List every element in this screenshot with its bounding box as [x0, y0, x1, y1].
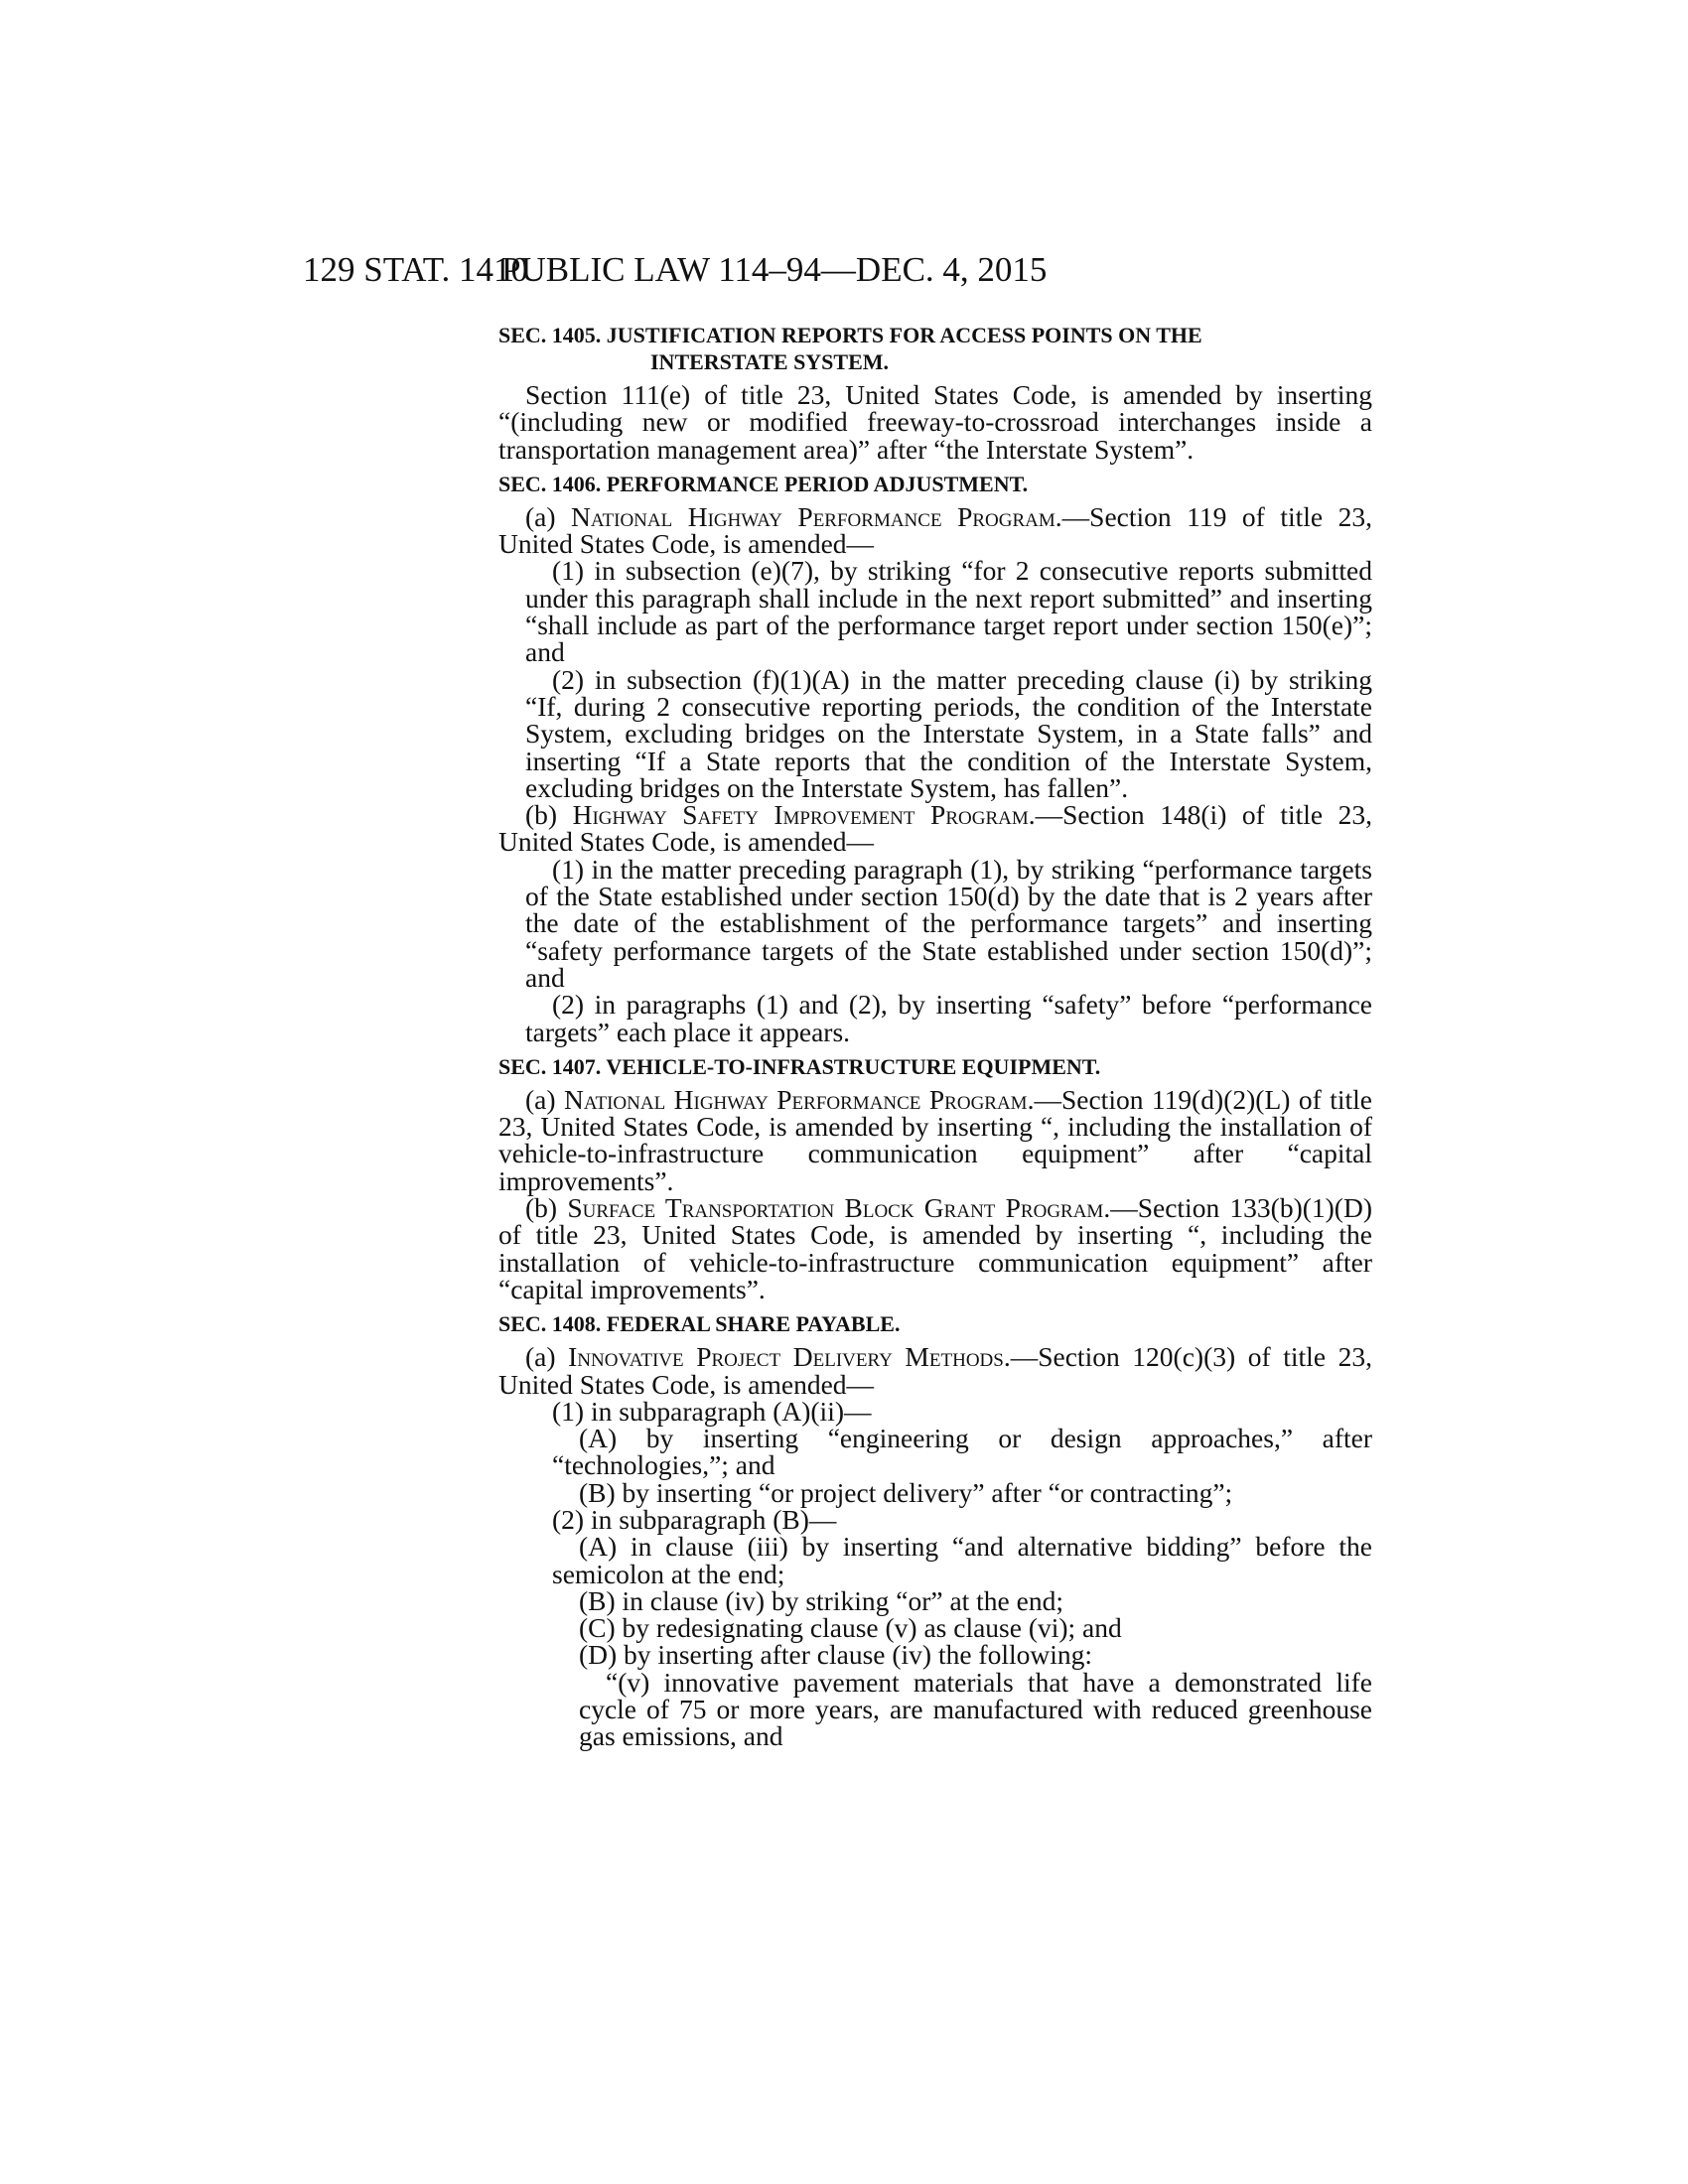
subparagraph-item: (B) in clause (iv) by striking “or” at the end; [579, 1584, 1063, 1616]
section-title-continued: INTERSTATE SYSTEM. [650, 349, 890, 374]
subsection-caption: Innovative Project Delivery Methods. [568, 1341, 1011, 1373]
public-law-citation: PUBLIC LAW 114–94—DEC. 4, 2015 [501, 250, 1048, 289]
subsection-caption: Highway Safety Improvement Program. [572, 799, 1036, 831]
paragraph: Section 111(e) of title 23, United States Code, is amended by inserting “(including new or modified freeway-to-crossroad interchanges inside a transportation management area)” after “the Interstate System”. [498, 379, 1372, 465]
section-title: PERFORMANCE PERIOD ADJUSTMENT. [601, 471, 1029, 496]
subsection-text: —Section 148(i) of title 23, United States Code, is amended— [498, 799, 1372, 858]
subparagraph-item: (C) by redesignating clause (v) as clause (vi); and [579, 1612, 1122, 1644]
subsection-text: —Section 133(b)(1)(D) of title 23, United States Code, is amended by inserting “, including the installation of vehicle-to-infrastructure communication equipment” after “capital improvements”. [498, 1192, 1372, 1304]
subparagraph-item: (D) by inserting after clause (iv) the following: [579, 1639, 1092, 1671]
document-body [498, 314, 1372, 1750]
section-title: JUSTIFICATION REPORTS FOR ACCESS POINTS ON THE [601, 323, 1202, 347]
subsection-a [498, 1083, 1373, 1196]
section-number: SEC. 1408. [498, 1311, 602, 1337]
section-heading-1408 [498, 1310, 1372, 1337]
subsection-caption: National Highway Performance Program. [571, 500, 1062, 532]
section-heading-1406 [498, 471, 1372, 497]
subparagraph-item: (A) by inserting “engineering or design approaches,” after “technologies,”; and [552, 1423, 1372, 1481]
subparagraph-item: (A) in clause (iii) by inserting “and alternative bidding” before the semicolon at the end; [552, 1531, 1372, 1589]
subsection-b [498, 801, 1372, 856]
subsection-text: —Section 120(c)(3) of title 23, United States Code, is amended— [498, 1341, 1372, 1400]
paragraph-item: (1) in subsection (e)(7), by striking “for 2 consecutive reports submitted under this paragraph shall include in the next report submitted” and inserting “shall include as part of the performance target report under section 150(e)”; and [525, 555, 1372, 668]
section-number: SEC. 1405. [498, 323, 602, 347]
subsection-caption: National Highway Performance Program. [564, 1083, 1035, 1115]
stat-page-number: 129 STAT. 1410 [303, 250, 528, 289]
subsection-label: (a) [525, 1083, 564, 1115]
paragraph-item: (1) in subparagraph (A)(ii)— [552, 1395, 872, 1427]
paragraph-item: (1) in the matter preceding paragraph (1), by striking “performance targets of the State established under section 150(d) by the date that is 2 years after the date of the establishment of the performance targets” and inserting “safety performance targets of the State established under section 150(d)”; and [525, 853, 1372, 993]
section-heading-1407 [498, 1053, 1372, 1080]
paragraph-item: (2) in subsection (f)(1)(A) in the matter preceding clause (i) by striking “If, during 2 consecutive reporting periods, the condition of the Interstate System, excluding bridges on the Interstate System, in a State falls” and inserting “If a State reports that the condition of the Interstate System, excluding bridges on the Interstate System, has fallen”. [525, 663, 1372, 803]
subsection-label: (b) [525, 1192, 568, 1224]
quoted-clause: “(v) innovative pavement materials that have a demonstrated life cycle of 75 or more years, are manufactured with reduced greenhouse gas emissions, and [579, 1666, 1372, 1752]
subsection-a [498, 500, 1372, 560]
page-header [303, 250, 1395, 290]
subsection-text: —Section 119 of title 23, United States Code, is amended— [498, 500, 1372, 560]
section-number: SEC. 1406. [498, 471, 602, 496]
subsection-b [498, 1194, 1372, 1302]
subparagraph-item: (B) by inserting “or project delivery” after “or contracting”; [579, 1476, 1233, 1508]
section-title: VEHICLE-TO-INFRASTRUCTURE EQUIPMENT. [601, 1053, 1101, 1079]
subsection-caption: Surface Transportation Block Grant Program. [567, 1192, 1111, 1224]
subsection-label: (a) [525, 1341, 569, 1373]
subsection-label: (b) [525, 799, 573, 831]
paragraph-item: (2) in paragraphs (1) and (2), by inserting “safety” before “performance targets” each place it appears. [525, 989, 1372, 1047]
section-number: SEC. 1407. [498, 1053, 602, 1079]
paragraph-item: (2) in subparagraph (B)— [552, 1503, 837, 1535]
subsection-text: —Section 119(d)(2)(L) of title 23, United States Code, is amended by inserting “, including the installation of vehicle-to-infrastructure communication equipment” after “capital improvements”. [498, 1083, 1373, 1196]
subsection-a [498, 1343, 1372, 1398]
section-heading-1405 [498, 322, 1372, 375]
subsection-label: (a) [525, 500, 572, 532]
section-title: FEDERAL SHARE PAYABLE. [601, 1311, 901, 1337]
